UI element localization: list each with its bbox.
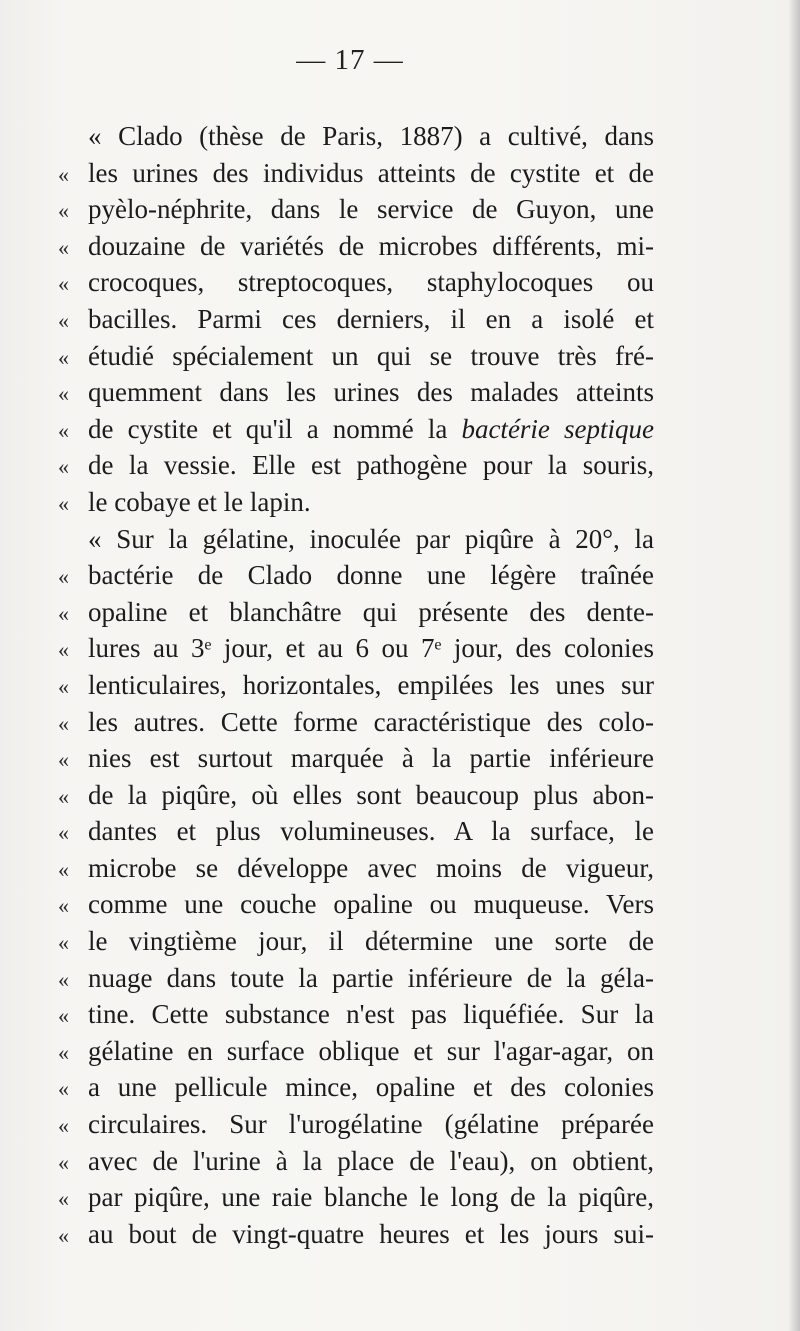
text-line [58, 411, 654, 448]
quote-mark: « [58, 417, 69, 443]
text-line [58, 1069, 654, 1106]
line-text: le vingtième jour, il détermine une sorte de [88, 926, 654, 957]
line-text: nies est surtout marquée à la partie inférieure [88, 743, 654, 774]
text-line [58, 886, 654, 923]
line-text: étudié spécialement un qui se trouve très fré- [88, 340, 654, 371]
quote-mark: « [58, 564, 69, 590]
quote-mark: « [58, 747, 69, 773]
line-text: au bout de vingt-quatre heures et les jours sui- [88, 1218, 654, 1249]
text-line [58, 557, 654, 594]
line-text: gélatine en surface oblique et sur l'agar-agar, on [88, 1035, 654, 1066]
text-line [58, 155, 654, 192]
quote-mark: « [58, 1149, 69, 1175]
line-text: lenticulaires, horizontales, empilées les unes sur [88, 669, 654, 700]
quote-mark: « [58, 1113, 69, 1139]
quote-mark: « [58, 1003, 69, 1029]
line-text: lures au 3ᵉ jour, et au 6 ou 7ᵉ jour, des colonies [88, 633, 654, 664]
quote-mark: « [58, 161, 69, 187]
quote-mark: « [58, 271, 69, 297]
line-text: comme une couche opaline ou muqueuse. Vers [88, 889, 654, 920]
quote-mark: « [58, 710, 69, 736]
quote-mark: « [58, 820, 69, 846]
text-line [58, 447, 654, 484]
line-text: opaline et blanchâtre qui présente des dente- [88, 596, 654, 627]
quote-mark: « [58, 381, 69, 407]
quote-mark: « [58, 673, 69, 699]
quote-mark: « [58, 893, 69, 919]
line-text: de la vessie. Elle est pathogène pour la souris, [88, 450, 654, 481]
line-text: a une pellicule mince, opaline et des colonies [88, 1072, 654, 1103]
text-line [58, 484, 654, 521]
line-text: bacilles. Parmi ces derniers, il en a isolé et [88, 303, 654, 334]
line-text: douzaine de variétés de microbes différents, mi- [88, 230, 654, 261]
text-line [58, 301, 654, 338]
line-text: de la piqûre, où elles sont beaucoup plus abon- [88, 779, 654, 810]
text-line [58, 996, 654, 1033]
line-text: crocoques, streptocoques, staphylocoques ou [88, 267, 654, 298]
text-line [58, 1143, 654, 1180]
text-line [58, 740, 654, 777]
text-line [58, 118, 654, 155]
text-line [58, 374, 654, 411]
quote-mark: « [58, 1076, 69, 1102]
line-text: « Sur la gélatine, inoculée par piqûre à 20°, la [88, 523, 654, 554]
line-text: le cobaye et le lapin. [88, 486, 311, 517]
quote-mark: « [58, 600, 69, 626]
line-text: microbe se développe avec moins de vigueur, [88, 852, 654, 883]
quote-mark: « [58, 344, 69, 370]
text-line [58, 1179, 654, 1216]
line-text: par piqûre, une raie blanche le long de la piqûre, [88, 1182, 654, 1213]
text-line [58, 264, 654, 301]
line-text: pyèlo-néphrite, dans le service de Guyon, une [88, 194, 654, 225]
quote-mark: « [58, 490, 69, 516]
line-text: nuage dans toute la partie inférieure de la géla- [88, 962, 654, 993]
page-number: — 17 — [296, 44, 404, 76]
quote-mark: « [58, 307, 69, 333]
page-edge-shadow [788, 0, 800, 1331]
quote-mark: « [58, 783, 69, 809]
text-line [58, 777, 654, 814]
text-line [58, 228, 654, 265]
text-line [58, 667, 654, 704]
line-text: avec de l'urine à la place de l'eau), on obtient, [88, 1145, 654, 1176]
quote-mark: « [58, 198, 69, 224]
line-text: les urines des individus atteints de cystite et de [88, 157, 654, 188]
text-line [58, 521, 654, 558]
line-text-roman: de cystite et qu'il a nommé la [88, 413, 462, 444]
text-line [58, 960, 654, 997]
text-line [58, 338, 654, 375]
quote-mark: « [58, 234, 69, 260]
text-line [58, 191, 654, 228]
text-line [58, 704, 654, 741]
quote-mark: « [58, 454, 69, 480]
quote-mark: « [58, 856, 69, 882]
text-line [58, 1033, 654, 1070]
quote-mark: « [58, 1039, 69, 1065]
text-line [58, 813, 654, 850]
line-text: dantes et plus volumineuses. A la surface, le [88, 816, 654, 847]
line-text: « Clado (thèse de Paris, 1887) a cultivé, dans [88, 121, 654, 151]
line-text: tine. Cette substance n'est pas liquéfiée. Sur la [88, 999, 654, 1030]
text-line [58, 594, 654, 631]
quote-mark: « [58, 1222, 69, 1248]
text-line [58, 1106, 654, 1143]
line-text: quemment dans les urines des malades atteints [88, 377, 654, 408]
quote-mark: « [58, 966, 69, 992]
line-text: circulaires. Sur l'urogélatine (gélatine préparée [88, 1109, 654, 1140]
italic-term: bactérie septique [461, 413, 654, 444]
text-line [58, 923, 654, 960]
line-text: les autres. Cette forme caractéristique des colo- [88, 706, 654, 737]
text-line [58, 1216, 654, 1253]
text-line [58, 630, 654, 667]
body-text [58, 118, 654, 1252]
quote-mark: « [58, 637, 69, 663]
quote-mark: « [58, 930, 69, 956]
line-text [88, 411, 654, 448]
line-text: bactérie de Clado donne une légère traînée [88, 560, 654, 591]
quote-mark: « [58, 1186, 69, 1212]
text-line [58, 850, 654, 887]
